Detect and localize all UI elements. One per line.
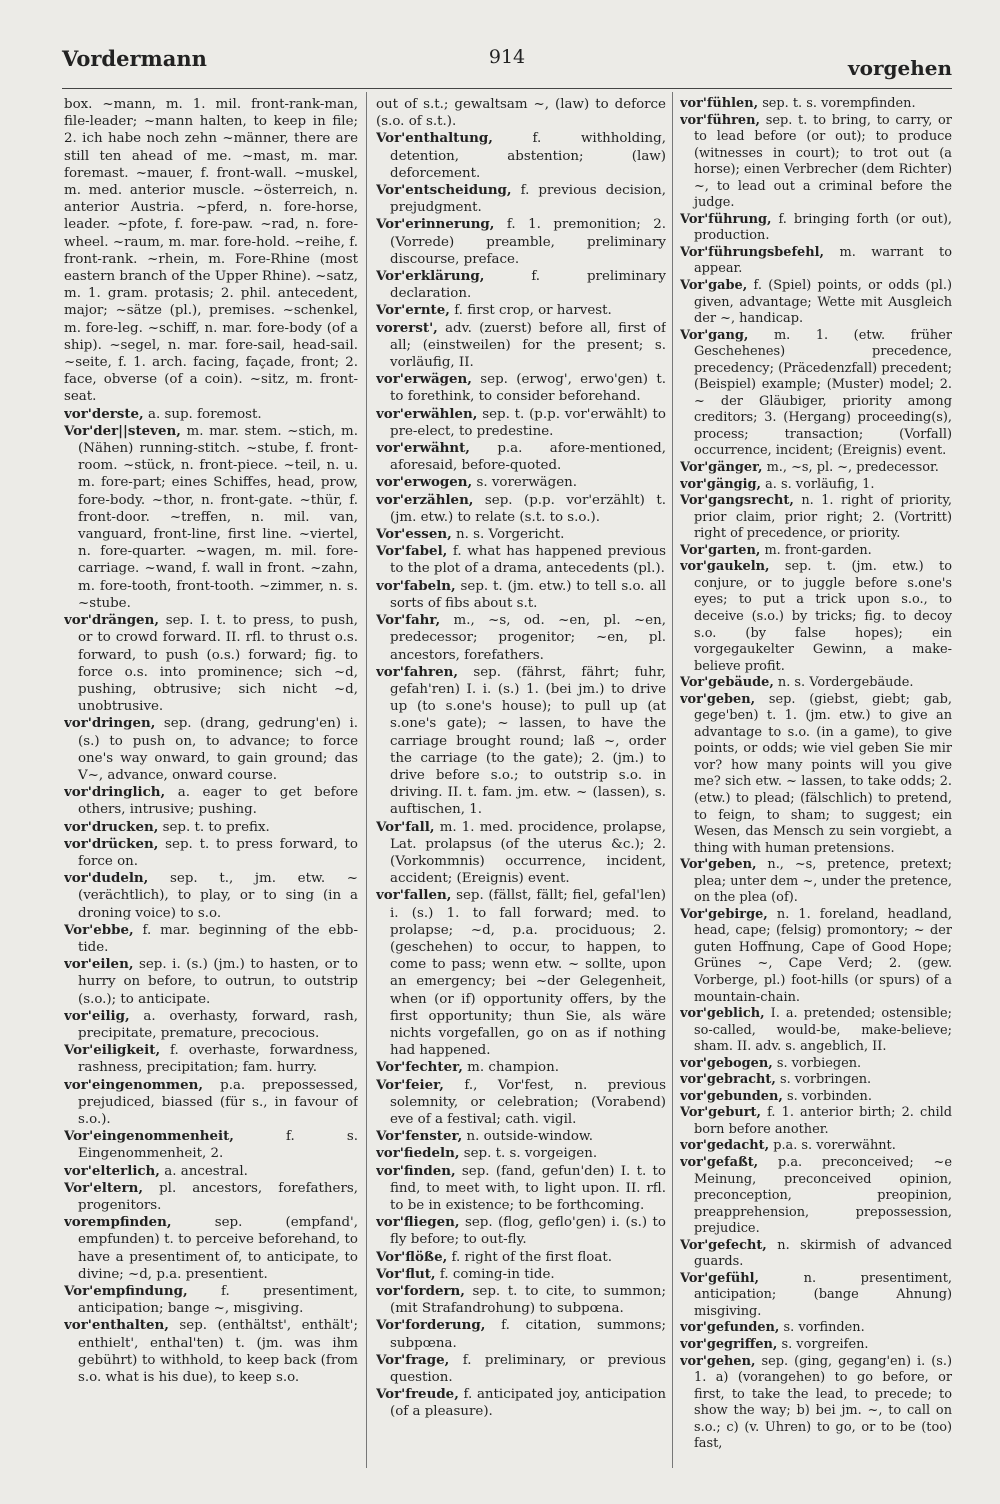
entry-definition: n., ~s, pretence, pretext; plea; unter dem ~, under the pretence, on the plea (of). <box>694 857 952 906</box>
entry-definition: f. withholding, detention, abstention; (law) deforcement. <box>390 131 666 181</box>
column-divider <box>366 92 367 1468</box>
entry-headword: vor'gefunden, <box>680 1320 780 1336</box>
entry-definition: m. champion. <box>467 1060 559 1076</box>
dictionary-entry <box>680 907 952 1006</box>
entry-definition: sep. (giebst, giebt; gab, gege'ben) t. 1. (jm. etw.) to give an advantage to s.o. (in a game), to give points, or odds; wie viel geben Sie mir vor? how many points will you give me? sich etw. ~ lassen, to take odds; 2. (etw.) to plead; (fälschlich) to pretend, to feign, to sham; to suggest; ein Wesen, das Mensch zu sein vorgiebt, a thing with human pretensions. <box>694 691 952 856</box>
entry-headword: Vor'flöße, <box>376 1248 448 1265</box>
entry-headword: vor'erwählen, <box>376 405 478 422</box>
entry-headword: Vor'entscheidung, <box>376 182 512 199</box>
entry-definition: s. vorbinden. <box>786 1088 872 1104</box>
entry-headword: vor'gebracht, <box>680 1072 776 1088</box>
entry-definition: sep. (fährst, fährt; fuhr, gefah'ren) I. i. (s.) 1. (bei jm.) to drive up (to s.one's house); to pull up (at s.one's gate); ~ lassen, to have the carriage brought round; laß ~, order the carriage (to the gate); 2. (jm.) to drive before s.o.; to outstrip s.o. in driving. II. t. fam. jm. etw. ~ (lassen), s. auftischen, 1. <box>390 664 666 818</box>
entry-headword: Vor'fabel, <box>376 543 448 560</box>
entry-definition: n. 1. right of priority, prior claim, prior right; 2. (Vortritt) right of precedence, or priority. <box>694 493 952 542</box>
dictionary-entry <box>680 1138 952 1155</box>
entry-headword: vor'geblich, <box>680 1006 765 1022</box>
entry-definition: n. s. Vorgericht. <box>456 527 565 543</box>
entry-headword: Vor'gang, <box>680 327 749 343</box>
entry-definition: p.a. preconceived; ~e Meinung, preconceived opinion, preconception, preopinion, preapprehension, prepossession, prejudice. <box>694 1155 952 1237</box>
entry-definition: sep. (enthältst', enthält'; enthielt', enthal'ten) t. (jm. was ihm gebührt) to withhold, to keep back (from s.o. what is his due), to keep s.o. <box>78 1318 358 1386</box>
entry-headword: Vor'gangsrecht, <box>680 493 794 509</box>
entry-headword: vor'erzählen, <box>376 491 474 508</box>
entry-definition: sep. t. to press forward, to force on. <box>78 836 358 869</box>
dictionary-entry <box>680 857 952 907</box>
entry-headword: Vor'gebirge, <box>680 906 768 922</box>
dictionary-entry <box>376 1077 666 1129</box>
dictionary-entry <box>376 96 666 130</box>
entry-headword: vor'erwägen, <box>376 371 472 388</box>
entry-headword: vor'geben, <box>680 691 756 707</box>
column-3 <box>680 96 952 1464</box>
entry-headword: Vor'fall, <box>376 818 435 835</box>
entry-definition: f. s. Eingenommenheit, 2. <box>78 1129 358 1162</box>
entry-headword: vor'fallen, <box>376 887 452 904</box>
dictionary-entry <box>680 96 952 113</box>
entry-headword: vorempfinden, <box>64 1214 172 1231</box>
entry-headword: Vor'gänger, <box>680 460 763 476</box>
entry-definition: sep. t. to cite, to summon; (mit Strafandrohung) to subpœna. <box>390 1284 666 1317</box>
dictionary-entry <box>376 1317 666 1351</box>
header-left-catchword: Vordermann <box>62 46 207 71</box>
entry-definition: sep. (fällst, fällt; fiel, gefal'len) i. (s.) 1. to fall forward; med. to prolapse; ~d, p.a. prociduous; 2. (geschehen) to occur, to happen, to come to pass; wenn etw. ~ sollte, upon an emergency; bei ~der Gelegenheit, when (or if) opportunity offers, by the first opportunity; thun Sie, als wäre nichts vorgefallen, go on as if nothing had happened. <box>390 888 666 1059</box>
dictionary-entry <box>64 1180 358 1214</box>
entry-headword: vor'gegriffen, <box>680 1337 778 1353</box>
entry-headword: Vor'gefecht, <box>680 1237 767 1253</box>
entry-definition: sep. t. s. vorgeigen. <box>463 1146 598 1162</box>
dictionary-entry <box>376 474 666 491</box>
entry-definition: f. anticipated joy, anticipation (of a pleasure). <box>390 1387 666 1420</box>
entry-headword: vor'gängig, <box>680 476 761 492</box>
entry-headword: vor'enthalten, <box>64 1317 169 1334</box>
entry-definition: p.a. afore-mentioned, aforesaid, before-quoted. <box>390 441 666 474</box>
dictionary-entry <box>64 1283 358 1317</box>
dictionary-entry <box>376 1128 666 1145</box>
entry-headword: vor'drängen, <box>64 612 159 629</box>
entry-headword: Vor'ernte, <box>376 302 450 319</box>
entry-definition: a. ancestral. <box>164 1163 248 1179</box>
entry-definition: f. right of the first float. <box>451 1249 612 1265</box>
entry-headword: vor'führen, <box>680 112 760 128</box>
entry-definition: sep. t. (p.p. vor'erwählt) to pre-elect, to predestine. <box>390 406 666 439</box>
dictionary-entry <box>680 692 952 857</box>
entry-headword: vor'derste, <box>64 405 144 422</box>
dictionary-entry <box>64 96 358 406</box>
entry-definition: sep. (erwog', erwo'gen) t. to forethink, to consider beforehand. <box>390 372 666 405</box>
entry-headword: vor'finden, <box>376 1162 456 1179</box>
dictionary-entry <box>64 836 358 870</box>
dictionary-entry <box>680 460 952 477</box>
entry-definition: sep. (flog, geflo'gen) i. (s.) to fly before; to out-fly. <box>390 1215 666 1248</box>
entry-definition: f. 1. anterior birth; 2. child born before another. <box>694 1105 952 1137</box>
dictionary-entry <box>64 819 358 836</box>
entry-definition: n. s. Vordergebäude. <box>777 675 914 691</box>
entry-definition: sep. (drang, gedrung'en) i. (s.) to push on, to advance; to force one's way onward, to gain ground; das V~, advance, onward course. <box>78 716 358 783</box>
entry-headword: vor'erwähnt, <box>376 440 470 457</box>
dictionary-entry <box>680 1089 952 1106</box>
entry-definition: sep. I. t. to press, to push, or to crowd forward. II. rfl. to thrust o.s. forward, to push (o.s.) forward; fig. to force o.s. into prominence; sich ~d, pushing, obtrusive; sich nicht ~d, unobtrusive. <box>78 613 358 715</box>
entry-headword: Vor'garten, <box>680 542 761 558</box>
dictionary-entry <box>64 956 358 1008</box>
dictionary-entry <box>680 1271 952 1321</box>
dictionary-entry <box>376 268 666 302</box>
entry-headword: Vor'führungsbefehl, <box>680 244 824 260</box>
entry-headword: vor'eilen, <box>64 956 134 973</box>
dictionary-entry <box>376 130 666 182</box>
dictionary-entry <box>680 1056 952 1073</box>
dictionary-entry <box>680 245 952 278</box>
dictionary-entry <box>680 328 952 460</box>
entry-definition: m., ~s, od. ~en, pl. ~en, predecessor; progenitor; ~en, pl. ancestors, forefathers. <box>390 613 666 663</box>
dictionary-entry <box>376 406 666 440</box>
entry-definition: sep. (ging, gegang'en) i. (s.) 1. a) (vorangehen) to go before, or first, to take the lead, to precede; to show the way; b) bei jm. ~, to call on s.o.; c) (v. Uhren) to go, or to be (too) fast, <box>694 1353 952 1452</box>
entry-headword: vor'dringen, <box>64 715 156 732</box>
entry-headword: Vor'empfindung, <box>64 1283 188 1300</box>
column-1 <box>64 96 358 1464</box>
entry-headword: Vor'frage, <box>376 1351 450 1368</box>
entry-definition: f., Vor'fest, n. previous solemnity, or celebration; (Vorabend) eve of a festival; cath. vigil. <box>390 1077 666 1127</box>
entry-definition: sep. t. (jm. etw.) to tell s.o. all sorts of fibs about s.t. <box>390 578 666 611</box>
entry-definition: pl. ancestors, forefathers, progenitors. <box>78 1180 358 1213</box>
dictionary-entry <box>680 543 952 560</box>
dictionary-entry <box>64 1128 358 1162</box>
entry-headword: vor'gedacht, <box>680 1138 770 1154</box>
entry-definition: s. vorfinden. <box>783 1320 865 1336</box>
dictionary-entry <box>680 212 952 245</box>
dictionary-entry <box>376 612 666 664</box>
entry-definition: sep. t. (jm. etw.) to conjure, or to juggle before s.one's eyes; to put a trick upon s.o., to deceive (s.o.) by tricks; fig. to decoy s.o. (by false hopes); ein vorgegaukelter Gewinn, a make-believe profit. <box>694 559 952 674</box>
dictionary-entry <box>64 870 358 922</box>
dictionary-entry <box>376 1163 666 1215</box>
entry-definition: n. presentiment, anticipation; (bange Ahnung) misgiving. <box>694 1270 952 1319</box>
entry-headword: vorerst', <box>376 319 438 336</box>
entry-definition: n. outside-window. <box>466 1129 594 1145</box>
entry-definition: f. coming-in tide. <box>439 1266 555 1282</box>
dictionary-entry <box>680 559 952 675</box>
entry-definition: m. mar. stem. ~stich, m. (Nähen) running-stitch. ~stube, f. front-room. ~stück, n. front-piece. ~teil, n. u. m. fore-part; eines Schiffes, head, prow, fore-body. ~thor, n. front-gate. ~thür, f. front-door. ~treffen, n. mil. van, vanguard, front-line, first line. ~viertel, n. fore-quarter. ~wagen, m. mil. fore-carriage. ~wand, f. wall in front. ~zahn, m. fore-tooth, front-tooth. ~zimmer, n. s. ~stube. <box>78 423 358 611</box>
dictionary-entry <box>376 1249 666 1266</box>
entry-definition: m. front-garden. <box>764 542 872 558</box>
dictionary-entry <box>376 578 666 612</box>
dictionary-entry <box>376 1145 666 1162</box>
entry-headword: vor'dringlich, <box>64 784 166 801</box>
entry-headword: Vor'fahr, <box>376 612 441 629</box>
entry-definition: s. vorgreifen. <box>781 1337 869 1353</box>
entry-headword: Vor'gebäude, <box>680 675 774 691</box>
dictionary-entry <box>680 477 952 494</box>
dictionary-entry <box>64 612 358 715</box>
entry-definition: a. overhasty, forward, rash, precipitate, premature, precocious. <box>78 1008 358 1041</box>
entry-headword: Vor'erklärung, <box>376 268 485 285</box>
header-right-catchword: vorgehen <box>847 56 952 80</box>
entry-headword: Vor'geben, <box>680 857 757 873</box>
entry-definition: m., ~s, pl. ~, predecessor. <box>766 460 939 476</box>
entry-headword: vor'eilig, <box>64 1007 130 1024</box>
entry-headword: Vor'fechter, <box>376 1059 463 1076</box>
entry-definition: sep. (p.p. vor'erzählt) t. (jm. etw.) to relate (s.t. to s.o.). <box>390 492 666 525</box>
entry-headword: Vor'enthaltung, <box>376 130 493 147</box>
entry-headword: Vor'eingenommenheit, <box>64 1128 234 1145</box>
entry-definition: a. eager to get before others, intrusive; pushing. <box>78 785 358 818</box>
entry-definition: sep. t. to prefix. <box>162 819 270 835</box>
entry-headword: Vor'gefühl, <box>680 1270 760 1286</box>
dictionary-entry <box>64 922 358 956</box>
entry-definition: out of s.t.; gewaltsam ~, (law) to deforce (s.o. of s.t.). <box>376 97 666 130</box>
column-2 <box>376 96 666 1464</box>
running-head <box>62 46 952 80</box>
dictionary-entry <box>376 887 666 1059</box>
dictionary-entry <box>64 1042 358 1076</box>
dictionary-entry <box>680 1072 952 1089</box>
entry-headword: Vor'geburt, <box>680 1105 761 1121</box>
dictionary-entry <box>64 1317 358 1386</box>
entry-headword: vor'gebunden, <box>680 1088 783 1104</box>
dictionary-entry <box>376 526 666 543</box>
dictionary-entry <box>376 819 666 888</box>
entry-definition: f. what has happened previous to the plot of a drama, antecedents (pl.). <box>390 544 666 577</box>
entry-headword: Vor'führung, <box>680 211 772 227</box>
entry-headword: vor'gebogen, <box>680 1055 773 1071</box>
header-rule <box>62 88 952 89</box>
entry-headword: Vor'essen, <box>376 526 452 543</box>
dictionary-entry <box>376 440 666 474</box>
entry-definition: f. overhaste, forwardness, rashness, precipitation; fam. hurry. <box>78 1043 358 1076</box>
dictionary-entry <box>64 1008 358 1042</box>
entry-headword: Vor'erinnerung, <box>376 216 495 233</box>
entry-definition: f. first crop, or harvest. <box>454 303 612 319</box>
entry-definition: f. citation, summons; subpœna. <box>390 1318 666 1351</box>
dictionary-entry <box>680 1006 952 1056</box>
dictionary-entry <box>680 1238 952 1271</box>
entry-headword: vor'fühlen, <box>680 96 759 111</box>
page-number: 914 <box>488 46 526 68</box>
entry-definition: s. vorerwägen. <box>476 475 578 491</box>
entry-definition: sep. t. to bring, to carry, or to lead before (or out); to produce (witnesses in court); to trot out (a horse); einen Verbrecher (dem Richter) ~, to lead out a criminal before the judge. <box>694 112 952 211</box>
entry-definition: I. a. pretended; ostensible; so-called, would-be, make-believe; sham. II. adv. s. angeblich, II. <box>694 1006 952 1055</box>
dictionary-entry <box>376 1214 666 1248</box>
dictionary-entry <box>64 1077 358 1129</box>
entry-headword: vor'gefaßt, <box>680 1155 759 1170</box>
entry-headword: vor'fabeln, <box>376 577 456 594</box>
entry-headword: vor'fliegen, <box>376 1214 460 1231</box>
entry-definition: adv. (zuerst) before all, first of all; (einstweilen) for the present; s. vorläufig, II. <box>390 320 666 371</box>
dictionary-entry <box>680 675 952 692</box>
dictionary-entry <box>64 406 358 423</box>
dictionary-entry <box>680 1354 952 1453</box>
dictionary-entry <box>680 113 952 212</box>
entry-headword: Vor'fenster, <box>376 1128 463 1145</box>
dictionary-entry <box>376 543 666 577</box>
entry-definition: n. skirmish of advanced guards. <box>694 1237 952 1270</box>
entry-definition: f. bringing forth (or out), production. <box>694 211 952 244</box>
entry-headword: vor'fahren, <box>376 663 459 680</box>
entry-definition: a. sup. foremost. <box>147 406 262 422</box>
dictionary-entry <box>376 1059 666 1076</box>
entry-definition: box. ~mann, m. 1. mil. front-rank-man, file-leader; ~mann halten, to keep in file; 2. ich habe noch zehn ~männer, there are still ten ahead of me. ~mast, m. mar. foremast. ~mauer, f. front-wall. ~muskel, m. med. anterior muscle. ~österreich, n. anterior Austria. ~pferd, n. fore-horse, leader. ~pfote, f. fore-paw. ~rad, n. fore-wheel. ~raum, m. mar. fore-hold. ~reihe, f. front-rank. ~rhein, m. Fore-Rhine (most eastern branch of the Upper Rhine). ~satz, m. 1. gram. protasis; 2. phil. antecedent, major; ~sätze (pl.), premises. ~schenkel, m. fore-leg. ~schiff, n. mar. fore-body (of a ship). ~segel, n. mar. fore-sail, head-sail. ~seite, f. 1. arch. facing, façade, front; 2. face, obverse (of a coin). ~sitz, m. front-seat. <box>64 97 358 405</box>
dictionary-entry <box>680 1320 952 1337</box>
entry-headword: vor'eingenommen, <box>64 1076 204 1093</box>
entry-definition: sep. (fand, gefun'den) I. t. to find, to meet with, to light upon. II. rfl. to be in existence; to be forthcoming. <box>390 1163 666 1213</box>
dictionary-entry <box>64 715 358 784</box>
entry-definition: p.a. s. vorerwähnt. <box>773 1138 896 1154</box>
entry-headword: vor'erwogen, <box>376 474 473 491</box>
dictionary-entry <box>376 302 666 319</box>
dictionary-entry <box>376 371 666 405</box>
dictionary-entry <box>376 664 666 819</box>
entry-headword: Vor'forderung, <box>376 1317 486 1334</box>
entry-definition: p.a. prepossessed, prejudiced, biassed (für s., in favour of s.o.). <box>78 1077 358 1127</box>
entry-definition: sep. t. s. vorempfinden. <box>762 96 916 111</box>
entry-headword: vor'drücken, <box>64 835 159 852</box>
entry-headword: vor'drucken, <box>64 818 159 835</box>
entry-definition: sep. i. (s.) (jm.) to hasten, or to hurry on before, to outrun, to outstrip (s.o.); to anticipate. <box>78 957 358 1007</box>
entry-headword: Vor'eltern, <box>64 1179 144 1196</box>
dictionary-entry <box>64 784 358 818</box>
entry-definition: f. previous decision, prejudgment. <box>390 183 666 216</box>
entry-headword: Vor'freude, <box>376 1386 459 1403</box>
dictionary-entry <box>376 320 666 372</box>
entry-definition: f. preliminary, or previous question. <box>390 1352 666 1386</box>
dictionary-entry <box>376 1283 666 1317</box>
dictionary-entry <box>680 493 952 543</box>
entry-definition: f. 1. premonition; 2. (Vorrede) preamble, preliminary discourse, preface. <box>390 217 666 267</box>
entry-headword: vor'elterlich, <box>64 1162 160 1179</box>
dictionary-entry <box>376 1386 666 1420</box>
entry-definition: f. (Spiel) points, or odds (pl.) given, advantage; Wette mit Ausgleich der ~, handicap. <box>694 278 952 327</box>
entry-definition: sep. t., jm. etw. ~ (verächtlich), to play, or to sing (in a droning voice) to s.o. <box>78 871 358 921</box>
entry-headword: Vor'der||steven, <box>64 422 181 439</box>
entry-definition: s. vorbiegen. <box>776 1055 862 1071</box>
dictionary-entry <box>64 1214 358 1283</box>
entry-definition: sep. (empfand', empfunden) t. to perceive beforehand, to have a presentiment of, to anticipate, to divine; ~d, p.a. presentient. <box>78 1215 358 1282</box>
dictionary-entry <box>680 278 952 328</box>
entry-definition: a. s. vorläufig, 1. <box>765 476 875 492</box>
dictionary-entry <box>64 1163 358 1180</box>
dictionary-entry <box>376 216 666 268</box>
entry-definition: f. presentiment, anticipation; bange ~, misgiving. <box>78 1284 358 1317</box>
entry-definition: f. mar. beginning of the ebb-tide. <box>78 922 358 955</box>
entry-headword: Vor'ebbe, <box>64 921 134 938</box>
entry-headword: Vor'eiligkeit, <box>64 1042 161 1059</box>
entry-definition: m. 1. med. procidence, prolapse, Lat. prolapsus (of the uterus &c.); 2. (Vorkommnis) occurrence, incident, accident; (Ereignis) event. <box>390 819 666 887</box>
entry-headword: Vor'gabe, <box>680 278 748 294</box>
column-divider <box>672 92 673 1468</box>
dictionary-entry <box>376 182 666 216</box>
dictionary-entry <box>376 1352 666 1386</box>
dictionary-entry <box>680 1155 952 1238</box>
dictionary-entry <box>376 492 666 526</box>
dictionary-entry <box>680 1105 952 1138</box>
dictionary-entry <box>680 1337 952 1354</box>
entry-headword: Vor'feier, <box>376 1076 444 1093</box>
entry-definition: m. warrant to appear. <box>694 244 952 277</box>
entry-definition: s. vorbringen. <box>779 1072 872 1088</box>
entry-headword: vor'dudeln, <box>64 870 149 887</box>
entry-headword: vor'gaukeln, <box>680 559 770 575</box>
entry-headword: Vor'flut, <box>376 1265 436 1282</box>
dictionary-entry <box>376 1266 666 1283</box>
entry-definition: f. preliminary declaration. <box>390 269 666 302</box>
entry-headword: vor'gehen, <box>680 1353 756 1369</box>
entry-headword: vor'fordern, <box>376 1283 465 1300</box>
entry-definition: m. 1. (etw. früher Geschehenes) precedence, precedency; (Präcedenzfall) precedent; (Beispiel) example; (Muster) model; 2. ~ der Gläubiger, priority among creditors; 3. (Hergang) proceeding(s), process; transaction; (Vorfall) occurrence, incident; (Ereignis) event. <box>694 327 952 459</box>
dictionary-entry <box>64 423 358 612</box>
entry-headword: vor'fiedeln, <box>376 1145 460 1162</box>
entry-definition: n. 1. foreland, headland, head, cape; (felsig) promontory; ~ der guten Hoffnung, Cape of Good Hope; Grünes ~, Cape Verd; 2. (gew. Vorberge, pl.) foot-hills (or spurs) of a mountain-chain. <box>694 906 952 1005</box>
